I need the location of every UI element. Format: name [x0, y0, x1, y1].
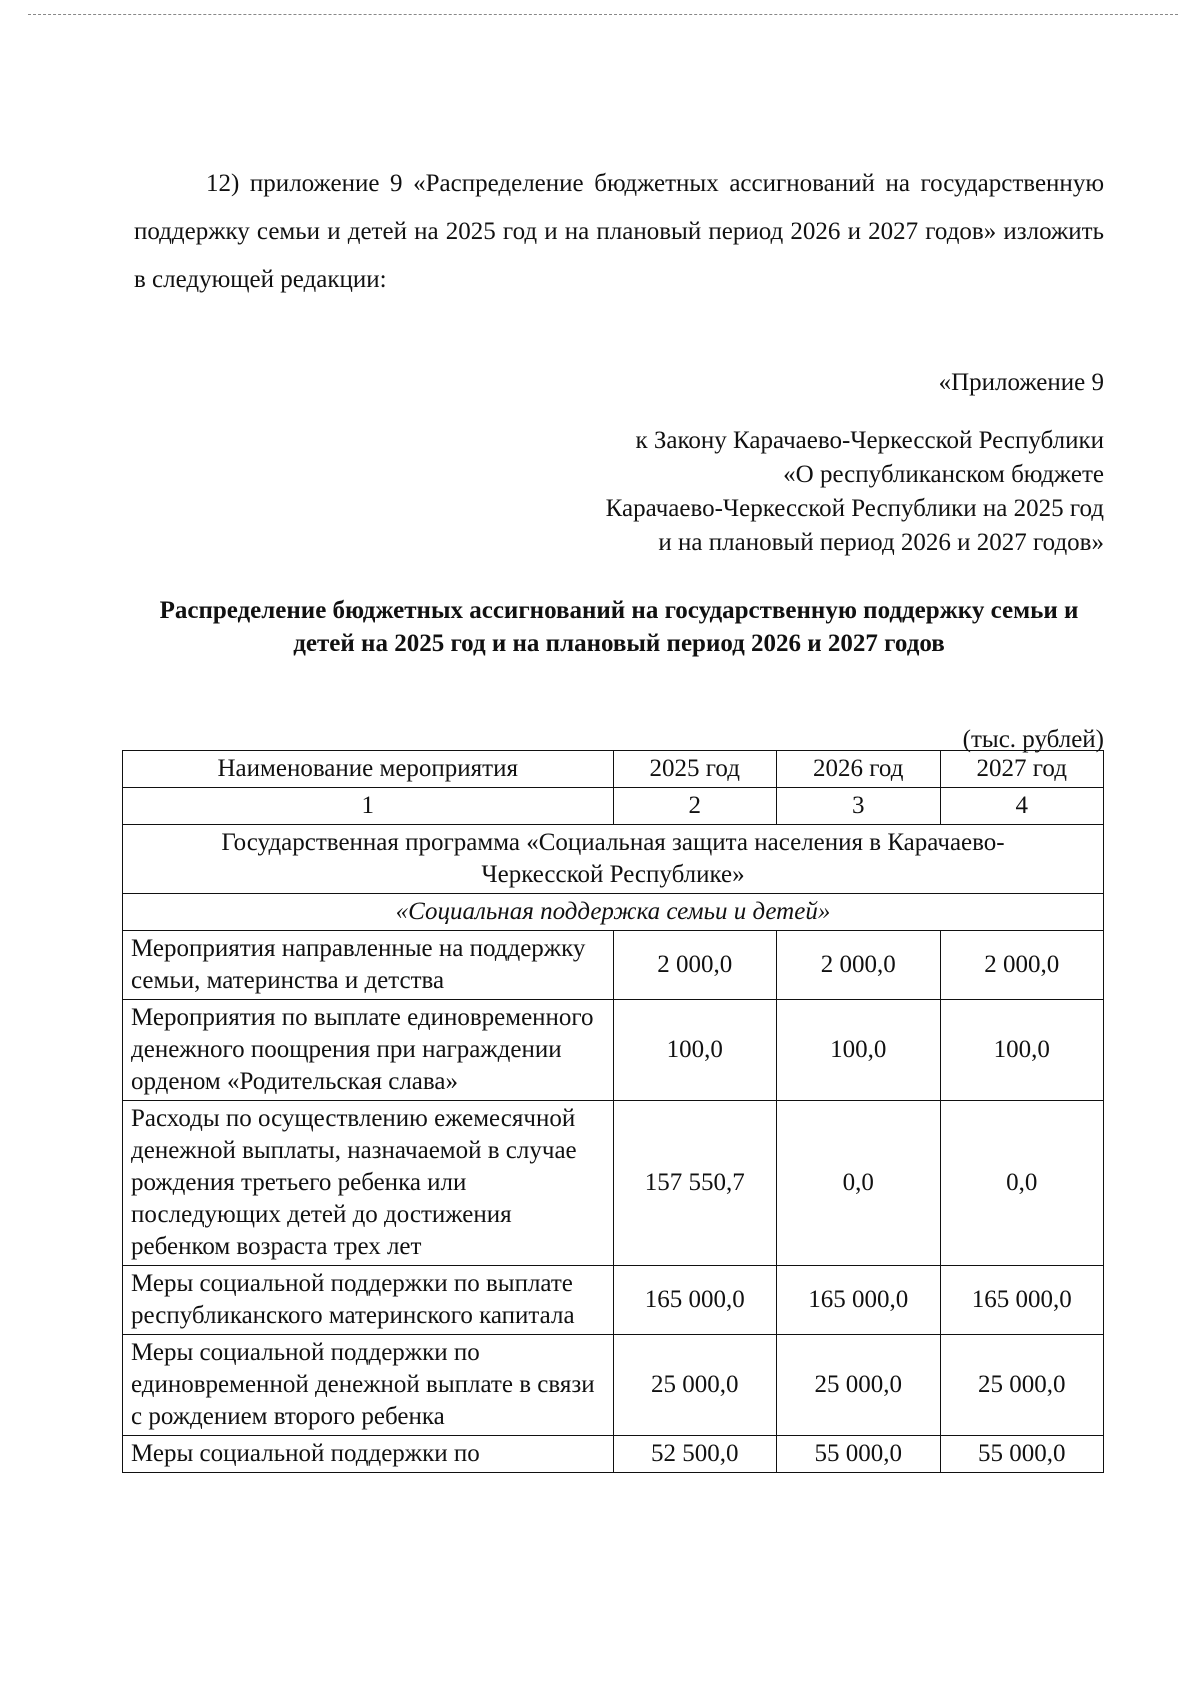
row-name: Мероприятия по выплате единовременного денежного поощрения при награждении орденом «Родительская слава»: [123, 1000, 614, 1101]
intro-paragraph: 12) приложение 9 «Распределение бюджетных ассигнований на государственную поддержку семьи и детей на 2025 год и на плановый период 2026 и 2027 годов» изложить в следующей редакции:: [134, 170, 1104, 293]
table-row: [123, 931, 1104, 1000]
value-2027: 165 000,0: [940, 1266, 1104, 1335]
header-2026: 2026 год: [777, 751, 941, 788]
row-name: Меры социальной поддержки по: [123, 1436, 614, 1473]
column-number: 1: [123, 788, 614, 825]
value-2025: 165 000,0: [613, 1266, 777, 1335]
table-row: [123, 1101, 1104, 1266]
appendix-line: «О республиканском бюджете: [783, 461, 1104, 488]
appendix-title: «Приложение 9: [938, 369, 1104, 396]
appendix-line: к Закону Карачаево-Черкесской Республики: [635, 427, 1104, 454]
value-2025: 157 550,7: [613, 1101, 777, 1266]
subprogram-title: «Социальная поддержка семьи и детей»: [123, 894, 1104, 931]
appendix-line: и на плановый период 2026 и 2027 годов»: [658, 529, 1104, 556]
table-row: [123, 1266, 1104, 1335]
value-2025: 100,0: [613, 1000, 777, 1101]
value-2026: 25 000,0: [777, 1335, 941, 1436]
program-title: Государственная программа «Социальная защита населения в Карачаево-Черкесской Республике»: [123, 825, 1104, 894]
header-name: Наименование мероприятия: [123, 751, 614, 788]
column-number: 4: [940, 788, 1104, 825]
value-2026: 165 000,0: [777, 1266, 941, 1335]
table-row: [123, 1335, 1104, 1436]
value-2026: 0,0: [777, 1101, 941, 1266]
value-2027: 55 000,0: [940, 1436, 1104, 1473]
column-number-row: [123, 788, 1104, 825]
scan-artifact-line: [28, 14, 1178, 15]
subprogram-row: [123, 894, 1104, 931]
column-number: 2: [613, 788, 777, 825]
units-label: (тыс. рублей): [962, 726, 1104, 753]
column-number: 3: [777, 788, 941, 825]
program-row: [123, 825, 1104, 894]
value-2025: 2 000,0: [613, 931, 777, 1000]
appendix-line: Карачаево-Черкесской Республики на 2025 год: [605, 495, 1104, 522]
value-2026: 100,0: [777, 1000, 941, 1101]
table-header-row: [123, 751, 1104, 788]
document-title: [134, 594, 1104, 660]
header-2025: 2025 год: [613, 751, 777, 788]
row-name: Меры социальной поддержки по единовременной денежной выплате в связи с рождением второго ребенка: [123, 1335, 614, 1436]
row-name: Мероприятия направленные на поддержку семьи, материнства и детства: [123, 931, 614, 1000]
value-2026: 2 000,0: [777, 931, 941, 1000]
value-2025: 25 000,0: [613, 1335, 777, 1436]
value-2025: 52 500,0: [613, 1436, 777, 1473]
value-2027: 0,0: [940, 1101, 1104, 1266]
value-2026: 55 000,0: [777, 1436, 941, 1473]
appendix-header: [606, 366, 1104, 560]
table-row: [123, 1436, 1104, 1473]
value-2027: 2 000,0: [940, 931, 1104, 1000]
row-name: Расходы по осуществлению ежемесячной денежной выплаты, назначаемой в случае рождения третьего ребенка или последующих детей до достижения ребенком возраста трех лет: [123, 1101, 614, 1266]
budget-table: [122, 750, 1104, 1473]
value-2027: 100,0: [940, 1000, 1104, 1101]
header-2027: 2027 год: [940, 751, 1104, 788]
value-2027: 25 000,0: [940, 1335, 1104, 1436]
table-row: [123, 1000, 1104, 1101]
document-title-text: Распределение бюджетных ассигнований на государственную поддержку семьи и детей на 2025 год и на плановый период 2026 и 2027 годов: [159, 597, 1079, 657]
row-name: Меры социальной поддержки по выплате республиканского материнского капитала: [123, 1266, 614, 1335]
